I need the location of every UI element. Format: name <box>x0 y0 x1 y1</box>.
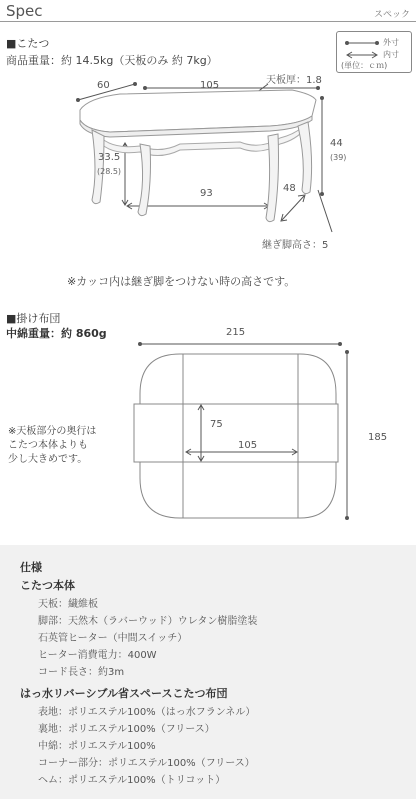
spec-body-item: 石英管ヒーター（中間スイッチ） <box>38 633 188 644</box>
dim-joint-leg: 継ぎ脚高さ：5 <box>262 240 329 251</box>
header-divider <box>0 21 416 22</box>
futon-weight: 中綿重量：約 860g <box>6 327 107 340</box>
spec-futon-item: 表地：ポリエステル100%（はっ水フランネル） <box>38 707 256 718</box>
legend-unit: (単位：ｃｍ) <box>341 61 388 70</box>
page-header <box>0 0 416 22</box>
page-subtitle: スペック <box>373 10 410 20</box>
spec-box <box>0 545 416 799</box>
futon-dim-inner-width: 105 <box>238 440 258 451</box>
dim-depth: 60 <box>97 80 110 91</box>
dim-height: 44 <box>330 138 343 149</box>
dim-leg-height: 33.5 <box>98 152 121 163</box>
legend-inner: 内寸 <box>383 50 399 59</box>
kotatsu-weight: 商品重量：約 14.5kg（天板のみ 約 7kg） <box>6 54 218 67</box>
dimension-legend <box>336 31 412 73</box>
futon-note-line-1: ※天板部分の奥行は <box>8 426 97 437</box>
spec-body-item: コード長さ：約3m <box>38 667 125 678</box>
futon-dim-depth: 185 <box>368 432 388 443</box>
futon-note-line-2: こたつ本体よりも <box>8 440 88 451</box>
futon-note-line-3: 少し大きめです。 <box>8 454 88 465</box>
spec-body-item: ヒーター消費電力：400W <box>38 650 157 661</box>
dim-inner-depth: 48 <box>283 183 296 194</box>
dim-top-thickness: 天板厚：1.8 <box>266 75 322 86</box>
spec-futon-item: 中綿：ポリエステル100% <box>38 741 156 752</box>
kotatsu-section-title: ■こたつ <box>6 37 50 50</box>
spec-title: 仕様 <box>20 561 42 574</box>
dim-inner-width: 93 <box>200 188 213 199</box>
spec-futon-title: はっ水リバーシブル省スペースこたつ布団 <box>20 687 228 700</box>
futon-section-title: ■掛け布団 <box>6 312 61 325</box>
futon-dim-inner-depth: 75 <box>210 419 223 430</box>
legend-outer: 外寸 <box>383 38 399 47</box>
spec-futon-item: 裏地：ポリエステル100%（フリース） <box>38 724 215 735</box>
spec-futon-item: コーナー部分：ポリエステル100%（フリース） <box>38 758 255 769</box>
dim-width: 105 <box>200 80 220 91</box>
spec-body-item: 天板：繊維板 <box>38 599 98 610</box>
kotatsu-drawing <box>0 72 416 272</box>
spec-body-item: 脚部：天然木（ラバーウッド）ウレタン樹脂塗装 <box>38 616 258 627</box>
kotatsu-note: ※カッコ内は継ぎ脚をつけない時の高さです。 <box>67 275 296 288</box>
spec-futon-item: ヘム：ポリエステル100%（トリコット） <box>38 775 226 786</box>
spec-body-title: こたつ本体 <box>20 579 75 592</box>
dim-leg-height-alt: (28.5) <box>97 167 122 176</box>
dim-height-alt: (39) <box>330 153 347 162</box>
page-title: Spec <box>6 2 43 20</box>
futon-dim-width: 215 <box>226 327 246 338</box>
